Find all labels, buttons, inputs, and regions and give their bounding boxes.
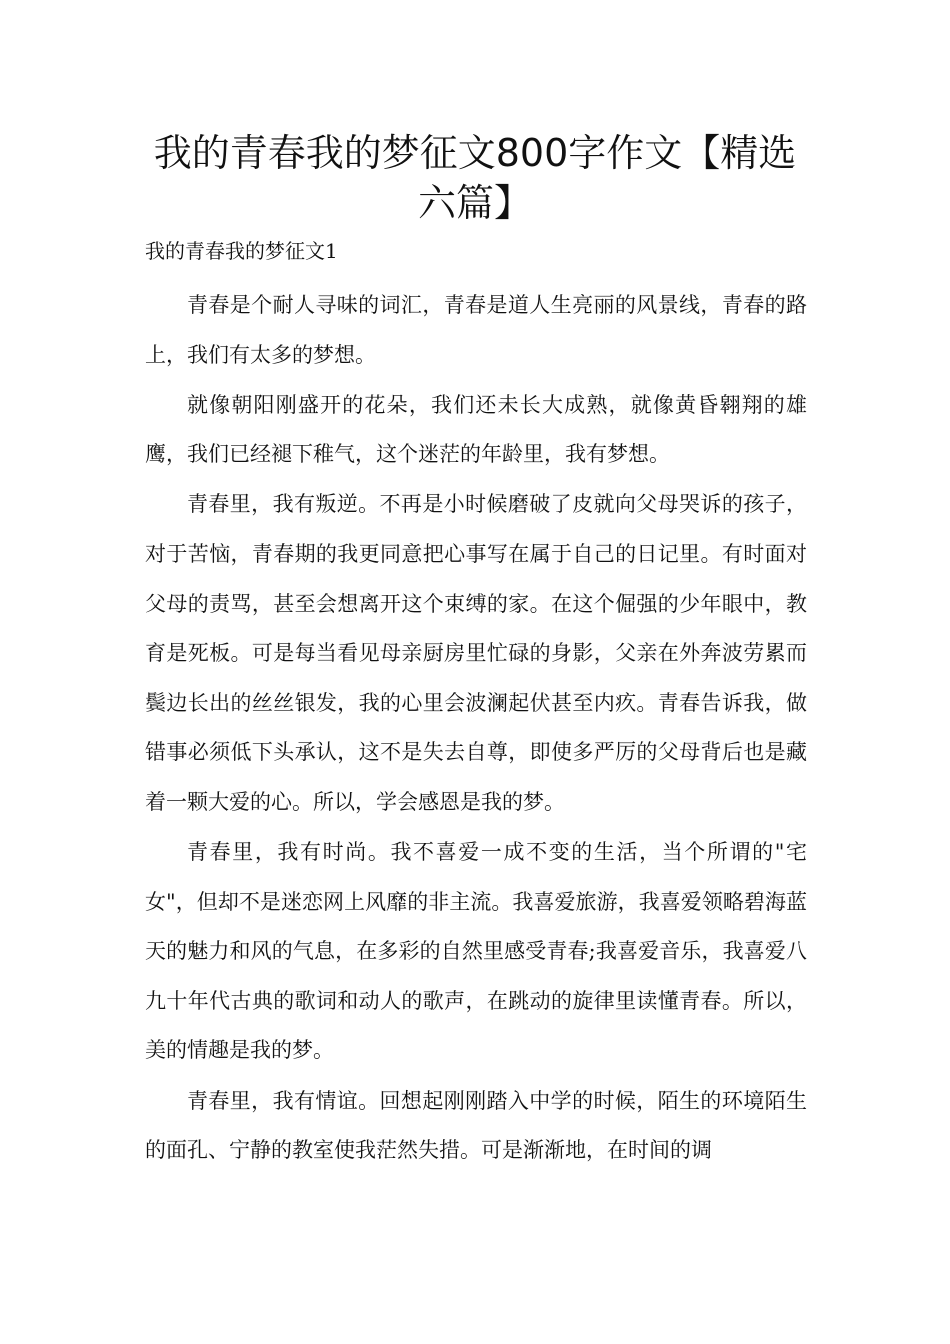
document-body: [145, 281, 807, 1176]
paragraph-3: 青春里，我有叛逆。不再是小时候磨破了皮就向父母哭诉的孩子，对于苦恼，青春期的我更同意把心事写在属于自己的日记里。有时面对父母的责骂，甚至会想离开这个束缚的家。在这个倔强的少年眼中，教育是死板。可是每当看见母亲厨房里忙碌的身影，父亲在外奔波劳累而鬓边长出的丝丝银发，我的心里会波澜起伏甚至内疚。青春告诉我，做错事必须低下头承认，这不是失去自尊，即使多严厉的父母背后也是藏着一颗大爱的心。所以，学会感恩是我的梦。: [145, 492, 807, 814]
paragraph-1: 青春是个耐人寻味的词汇，青春是道人生亮丽的风景线，青春的路上，我们有太多的梦想。: [145, 293, 807, 367]
section-heading: 我的青春我的梦征文1: [145, 239, 338, 263]
document-title: 我的青春我的梦征文800字作文【精选六篇】: [153, 131, 797, 225]
paragraph-4: 青春里，我有时尚。我不喜爱一成不变的生活，当个所谓的"宅女"，但却不是迷恋网上风靡的非主流。我喜爱旅游，我喜爱领略碧海蓝天的魅力和风的气息，在多彩的自然里感受青春;我喜爱音乐，我喜爱八九十年代古典的歌词和动人的歌声，在跳动的旋律里读懂青春。所以，美的情趣是我的梦。: [145, 840, 807, 1063]
paragraph-2: 就像朝阳刚盛开的花朵，我们还未长大成熟，就像黄昏翱翔的雄鹰，我们已经褪下稚气，这个迷茫的年龄里，我有梦想。: [145, 392, 807, 467]
paragraph-5: 青春里，我有情谊。回想起刚刚踏入中学的时候，陌生的环境陌生的面孔、宁静的教室使我茫然失措。可是渐渐地，在时间的调: [145, 1088, 807, 1163]
